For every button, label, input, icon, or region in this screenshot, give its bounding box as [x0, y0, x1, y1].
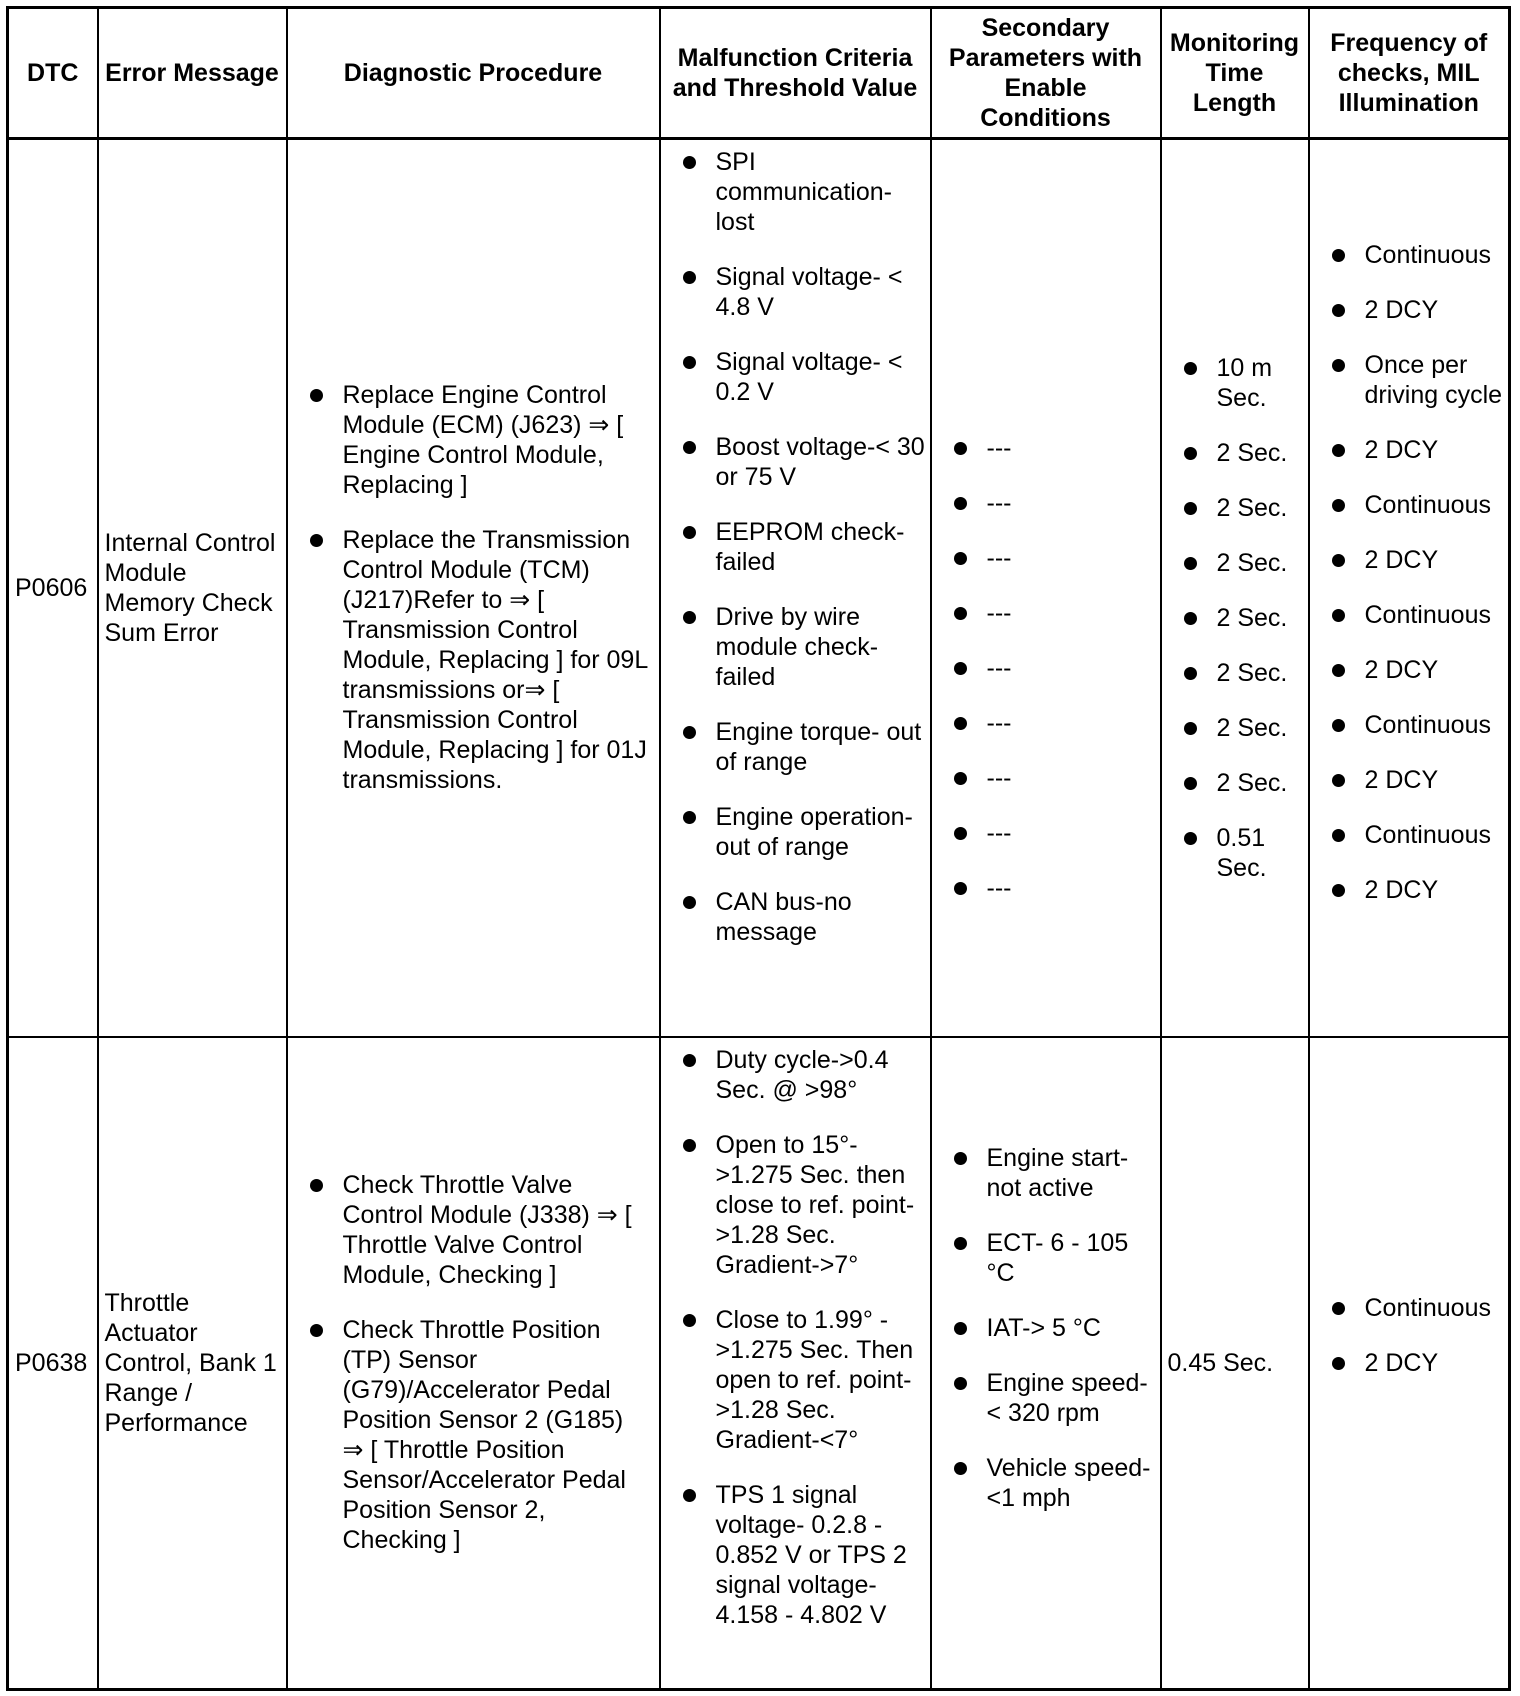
frequency [1309, 1037, 1510, 1690]
secondary-item: Engine speed-< 320 rpm [987, 1368, 1156, 1428]
secondary-item: --- [987, 433, 1156, 463]
monitoring-time: 0.45 Sec. [1161, 1037, 1309, 1690]
frequency-item: Continuous [1365, 1293, 1505, 1323]
secondary-item: Engine start-not active [987, 1143, 1156, 1203]
monitoring-item: 2 Sec. [1217, 493, 1304, 523]
frequency-item: Continuous [1365, 240, 1505, 270]
criteria-item: TPS 1 signal voltage- 0.2.8 - 0.852 V or TPS 2 signal voltage- 4.158 - 4.802 V [716, 1480, 926, 1630]
secondary-item: --- [987, 598, 1156, 628]
frequency-item: 2 DCY [1365, 295, 1505, 325]
secondary-item: --- [987, 873, 1156, 903]
header-malfunction-criteria: Malfunction Criteria and Threshold Value [660, 8, 931, 139]
monitoring-item: 2 Sec. [1217, 603, 1304, 633]
monitoring-item: 2 Sec. [1217, 713, 1304, 743]
header-monitoring-time: Monitoring Time Length [1161, 8, 1309, 139]
secondary-parameters [931, 139, 1161, 1037]
frequency-item: Continuous [1365, 490, 1505, 520]
secondary-item: IAT-> 5 °C [987, 1313, 1156, 1343]
secondary-item: --- [987, 653, 1156, 683]
criteria-item: Close to 1.99° ->1.275 Sec. Then open to ref. point->1.28 Sec. Gradient-<7° [716, 1305, 926, 1455]
frequency-item: 2 DCY [1365, 765, 1505, 795]
header-frequency: Frequency of checks, MIL Illumination [1309, 8, 1510, 139]
procedure-step: Check Throttle Valve Control Module (J338) ⇒ [ Throttle Valve Control Module, Checking ] [343, 1170, 651, 1290]
frequency-item: 2 DCY [1365, 875, 1505, 905]
monitoring-item: 2 Sec. [1217, 768, 1304, 798]
frequency-item: 2 DCY [1365, 435, 1505, 465]
diagnostic-procedure [287, 139, 660, 1037]
dtc-code: P0606 [8, 139, 98, 1037]
monitoring-item: 0.51 Sec. [1217, 823, 1304, 883]
error-message: Throttle Actuator Control, Bank 1 Range / Performance [98, 1037, 287, 1690]
frequency [1309, 139, 1510, 1037]
monitoring-time [1161, 139, 1309, 1037]
criteria-item: Boost voltage-< 30 or 75 V [715, 433, 925, 491]
secondary-item: --- [987, 543, 1156, 573]
secondary-item: --- [987, 763, 1156, 793]
criteria-item: Open to 15°->1.275 Sec. then close to ref. point->1.28 Sec. Gradient->7° [716, 1130, 926, 1280]
criteria-item: Engine torque- out of range [716, 717, 926, 777]
secondary-item: --- [987, 818, 1156, 848]
criteria-item: Duty cycle->0.4 Sec. @ >98° [716, 1045, 926, 1105]
secondary-item: --- [987, 708, 1156, 738]
dtc-table [6, 6, 1511, 1691]
frequency-item: Continuous [1365, 600, 1505, 630]
monitoring-item: 2 Sec. [1217, 438, 1304, 468]
criteria-item: CAN bus-no message [716, 887, 926, 947]
frequency-item: Once per driving cycle [1364, 351, 1503, 410]
criteria-item: Drive by wire module check-failed [716, 602, 926, 692]
header-error-message: Error Message [98, 8, 287, 139]
frequency-item: 2 DCY [1365, 655, 1505, 685]
frequency-item: Continuous [1365, 710, 1505, 740]
header-diagnostic-procedure: Diagnostic Procedure [287, 8, 660, 139]
criteria-item: Engine operation-out of range [716, 802, 926, 862]
monitoring-item: 2 Sec. [1217, 548, 1304, 578]
criteria-item: SPI communication-lost [716, 147, 926, 237]
procedure-step: Replace the Transmission Control Module (TCM) (J217)Refer to ⇒ [ Transmission Control Module, Replacing ] for 09L transmissions or⇒ [ Transmission Control Module, Replacing ] for 01J transmissions. [343, 525, 651, 795]
monitoring-item: 2 Sec. [1217, 658, 1304, 688]
malfunction-criteria [660, 139, 931, 1037]
criteria-item: EEPROM check-failed [716, 517, 926, 577]
table-row [8, 139, 1510, 1037]
monitoring-item: 10 m Sec. [1217, 353, 1304, 413]
header-dtc: DTC [8, 8, 98, 139]
header-secondary-parameters: Secondary Parameters with Enable Conditions [931, 8, 1161, 139]
header-row [8, 8, 1510, 139]
criteria-item: Signal voltage- < 4.8 V [716, 262, 926, 322]
secondary-parameters [931, 1037, 1161, 1690]
frequency-item: Continuous [1365, 820, 1505, 850]
error-message: Internal Control Module Memory Check Sum Error [98, 139, 287, 1037]
frequency-item: 2 DCY [1365, 545, 1505, 575]
secondary-item: ECT- 6 - 105 °C [987, 1228, 1156, 1288]
criteria-item: Signal voltage- < 0.2 V [716, 347, 926, 407]
procedure-step: Replace Engine Control Module (ECM) (J623) ⇒ [ Engine Control Module, Replacing ] [343, 380, 651, 500]
malfunction-criteria [660, 1037, 931, 1690]
frequency-item: 2 DCY [1365, 1348, 1505, 1378]
secondary-item: Vehicle speed-<1 mph [987, 1453, 1156, 1513]
diagnostic-procedure [287, 1037, 660, 1690]
table-row [8, 1037, 1510, 1690]
procedure-step: Check Throttle Position (TP) Sensor (G79)/Accelerator Pedal Position Sensor 2 (G185) ⇒ [ Throttle Position Sensor/Accelerator Pedal Position Sensor 2, Checking ] [343, 1315, 651, 1555]
secondary-item: --- [987, 488, 1156, 518]
dtc-code: P0638 [8, 1037, 98, 1690]
